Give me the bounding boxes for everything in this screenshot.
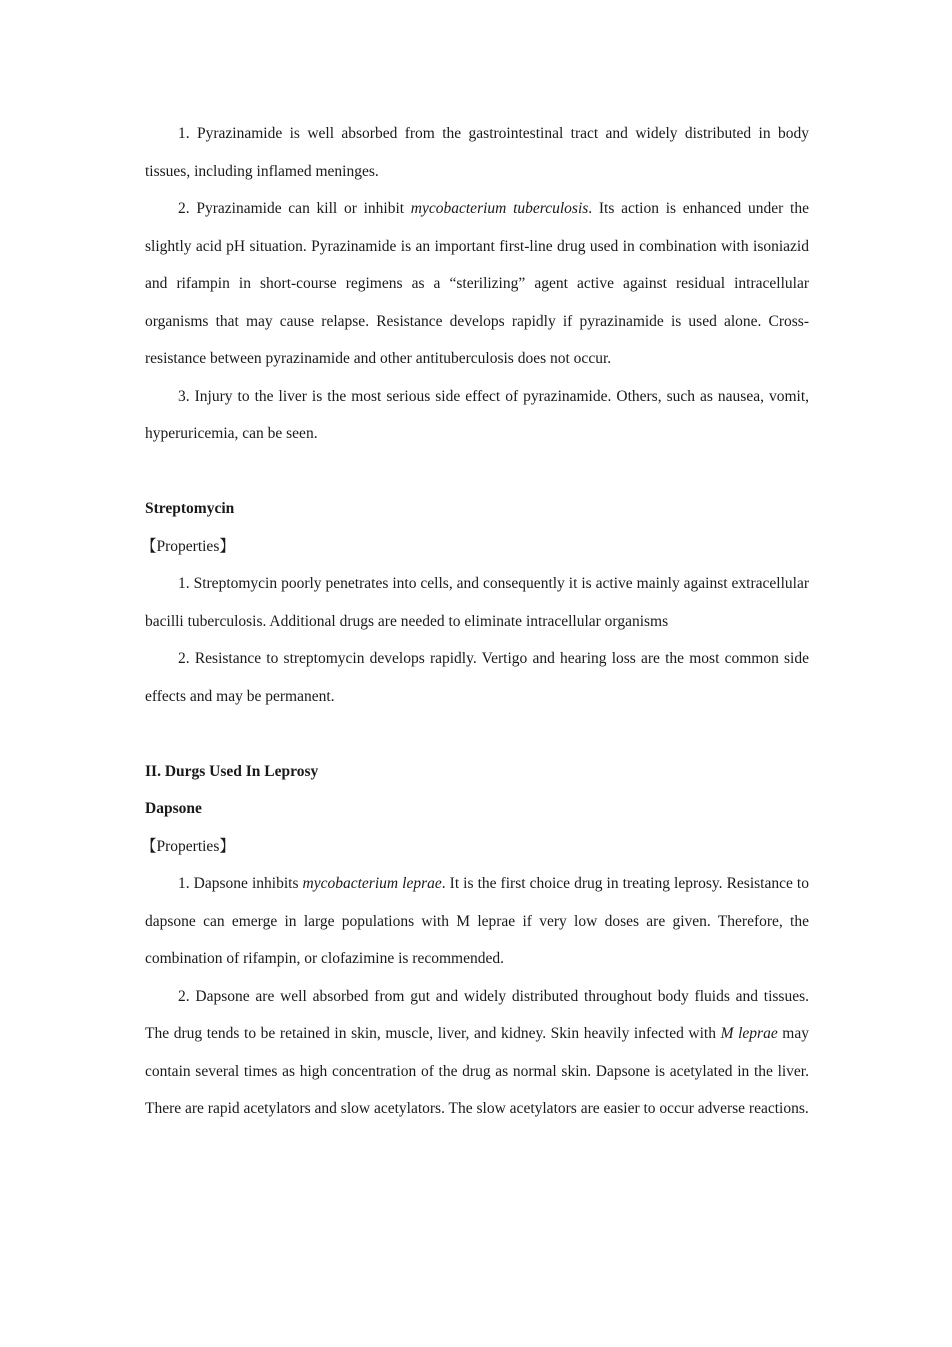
dapsone-paragraph-1-end: . It is the first choice drug in treating leprosy. Resistance to dapsone can emerge in large populations with M leprae if very low doses are given. Therefore, the combination of rifampin, or clofazimine is recommended. [145,875,809,967]
document-page [141,115,809,1128]
streptomycin-paragraph-1: 1. Streptomycin poorly penetrates into cells, and consequently it is active mainly against extracellular bacilli tuberculosis. Additional drugs are needed to eliminate intracellular organisms [145,575,809,630]
section-gap [145,453,809,491]
dapsone-paragraph-2-start: 2. Dapsone are well absorbed from gut and widely distributed throughout body fluids and tissues. The drug tends to be retained in skin, muscle, liver, and kidney. Skin heavily infected with [145,987,809,1042]
dapsone-paragraph-2 [145,978,809,1128]
pyrazinamide-organism-name: mycobacterium tuberculosis [410,200,589,217]
dapsone-properties-label: 【Properties】 [141,837,235,855]
pyrazinamide-paragraph-2-end: . Its action is enhanced under the slightly acid pH situation. Pyrazinamide is an important first-line drug used in combination with isoniazid and rifampin in short-course regimens as a “sterilizing” agent active against residual intracellular organisms that may cause relapse. Resistance develops rapidly if pyrazinamide is used alone. Cross-resistance between pyrazinamide and other antituberculosis does not occur. [145,200,809,367]
dapsone-paragraph-1 [145,865,809,978]
streptomycin-paragraph-2: 2. Resistance to streptomycin develops rapidly. Vertigo and hearing loss are the most common side effects and may be permanent. [145,650,809,705]
pyrazinamide-paragraph-2-start: 2. Pyrazinamide can kill or inhibit [178,200,411,217]
dapsone-organism-name: mycobacterium leprae [302,875,442,892]
leprosy-section-heading: II. Durgs Used In Leprosy [145,762,319,780]
streptomycin-heading: Streptomycin [145,500,235,517]
streptomycin-properties-label: 【Properties】 [141,537,235,555]
dapsone-paragraph-2-end: may contain several times as high concentration of the drug as normal skin. Dapsone is acetylated in the liver. There are rapid acetylators and slow acetylators. The slow acetylators are easier to occur adverse reactions. [145,1025,809,1117]
pyrazinamide-paragraph-3: 3. Injury to the liver is the most serious side effect of pyrazinamide. Others, such as nausea, vomit, hyperuricemia, can be seen. [145,387,809,442]
dapsone-heading: Dapsone [145,800,202,817]
pyrazinamide-paragraph-2 [145,190,809,378]
section-gap [145,715,809,753]
dapsone-paragraph-1-start: 1. Dapsone inhibits [178,875,303,892]
pyrazinamide-paragraph-1: 1. Pyrazinamide is well absorbed from the gastrointestinal tract and widely distributed in body tissues, including inflamed meninges. [145,125,809,180]
dapsone-organism-abbrev: M leprae [720,1025,778,1042]
